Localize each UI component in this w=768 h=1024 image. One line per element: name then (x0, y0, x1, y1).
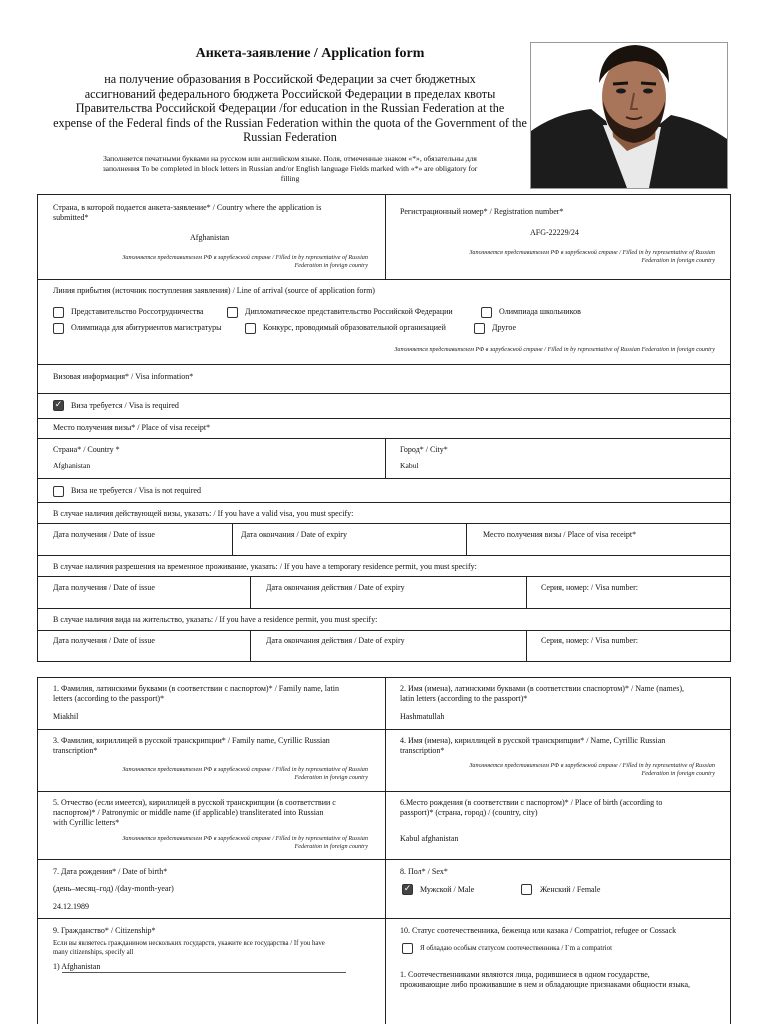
option-school-olympiad-label: Олимпиада школьников (499, 307, 581, 316)
column-divider (232, 523, 233, 555)
divider (37, 630, 731, 631)
option-diplomatic-checkbox[interactable] (227, 307, 238, 318)
column-divider (526, 576, 527, 608)
citizenship-value[interactable]: 1) Afghanistan (53, 962, 101, 971)
dob-label: 7. Дата рождения* / Date of birth* (53, 867, 168, 876)
visa-date-expiry-label: Дата окончания / Date of expiry (241, 530, 347, 539)
residence-date-issue-label: Дата получения / Date of issue (53, 636, 155, 645)
column-divider (466, 523, 467, 555)
sex-label: 8. Пол* / Sex* (400, 867, 448, 876)
divider (37, 502, 731, 503)
divider (37, 478, 731, 479)
visa-place-label: Место получения визы* / Place of visa receipt* (53, 423, 211, 432)
given-name-label: 2. Имя (имена), латинскими буквами (в соответствии спаспортом)* / Name (names), latin letters (according to the passport)* (400, 684, 685, 703)
citizenship-note: Если вы являетесь гражданином нескольких государств, укажите все государства / If you have many citizenships, specify all (53, 940, 325, 956)
visa-date-issue-label: Дата получения / Date of issue (53, 530, 155, 539)
country-submitted-value[interactable]: Afghanistan (190, 233, 230, 242)
sex-male-label: Мужской / Male (420, 885, 475, 894)
residence-number-label: Серия, номер: / Visa number: (541, 636, 638, 645)
given-name-value[interactable]: Hashmatullah (400, 712, 445, 721)
family-name-value[interactable]: Miakhil (53, 712, 79, 721)
citizenship-label: 9. Гражданство* / Citizenship* (53, 926, 156, 935)
country-submitted-label: Страна, в которой подается анкета-заявление* / Country where the application is submitted* (53, 203, 322, 222)
divider (37, 393, 731, 394)
divider (37, 523, 731, 524)
divider (37, 555, 731, 556)
divider (37, 576, 731, 577)
dob-format: (день–месяц–год) /(day-month-year) (53, 884, 174, 893)
column-divider (250, 630, 251, 662)
compatriot-label: 10. Статус соотечественника, беженца или казака / Compatriot, refugee or Cossack (400, 926, 677, 935)
family-name-cyrillic-label: 3. Фамилия, кириллицей в русской транскрипции* / Family name, Cyrillic Russian transcription* (53, 736, 330, 755)
column-divider (385, 438, 386, 478)
compatriot-checkbox[interactable] (402, 943, 413, 954)
divider (37, 608, 731, 609)
column-divider (526, 630, 527, 662)
representative-note: Заполняется представителем РФ в зарубежной стране / Filled in by representative of Russian Federation in foreign country (469, 249, 715, 264)
applicant-photo (530, 42, 728, 189)
option-rossotrudnichestvo-label: Представительство Россотрудничества (71, 307, 204, 316)
divider (37, 279, 731, 280)
dob-value[interactable]: 24.12.1989 (53, 902, 89, 911)
option-other-checkbox[interactable] (474, 323, 485, 334)
form-subtitle: на получение образования в Российской Федерации за счет бюджетных ассигнований федерального бюджета Российской Федерации в пределах квоты Правительства Российской Федерации /for education in the Russian Federation at the expense of the Federal finds of the Russian Federation within the quota of the Government of the Russian Federation (53, 72, 527, 145)
visa-not-required-label: Виза не требуется / Visa is not required (71, 486, 201, 495)
visa-city-label: Город* / City* (400, 445, 448, 454)
option-school-olympiad-checkbox[interactable] (481, 307, 492, 318)
patronymic-label: 5. Отчество (если имеется), кириллицей в русской транскрипции (в соответствии с паспортом)* / Patronymic or middle name (if applicable) transliterated into Russian with Cyrillic letters* (53, 798, 336, 827)
option-masters-olympiad-label: Олимпиада для абитуриентов магистратуры (71, 323, 222, 332)
representative-note: Заполняется представителем РФ в зарубежной стране / Filled in by representative of Russian Federation in foreign country (469, 762, 715, 777)
representative-note: Заполняется представителем РФ в зарубежной стране / Filled in by representative of Russian Federation in foreign country (122, 766, 368, 781)
temp-permit-label: В случае наличия разрешения на временное проживание, указать: / If you have a temporary residence permit, you must specify: (53, 562, 477, 571)
form-instructions: Заполняется печатными буквами на русском или английском языке. Поля, отмеченные знаком «*», обязательны для заполнения To be completed in block letters in Russian and/or English language Fields marked with «*» are obligatory for filling (102, 154, 478, 183)
birthplace-value[interactable]: Kabul afghanistan (400, 834, 459, 843)
divider (37, 729, 731, 730)
representative-note: Заполняется представителем РФ в зарубежной стране / Filled in by representative of Russian Federation in foreign country (394, 346, 715, 353)
representative-note: Заполняется представителем РФ в зарубежной стране / Filled in by representative of Russian Federation in foreign country (122, 254, 368, 269)
family-name-label: 1. Фамилия, латинскими буквами (в соответствии с паспортом)* / Family name, latin letters (according to the passport)* (53, 684, 339, 703)
option-contest-label: Конкурс, проводимый образовательной организацией (263, 323, 446, 332)
option-masters-olympiad-checkbox[interactable] (53, 323, 64, 334)
sex-male-checkbox[interactable]: ✓ (403, 884, 412, 894)
visa-info-label: Визовая информация* / Visa information* (53, 372, 194, 381)
divider (37, 918, 731, 919)
residence-date-expiry-label: Дата окончания действия / Date of expiry (266, 636, 405, 645)
form-title: Анкета-заявление / Application form (195, 46, 425, 61)
representative-note: Заполняется представителем РФ в зарубежной стране / Filled in by representative of Russian Federation in foreign country (122, 835, 368, 850)
divider (37, 418, 731, 419)
citizenship-underline (62, 972, 346, 973)
option-rossotrudnichestvo-checkbox[interactable] (53, 307, 64, 318)
compatriot-option-label: Я обладаю особым статусом соотечественника / I`m a compatriot (420, 944, 613, 952)
registration-number-label: Регистрационный номер* / Registration number* (400, 207, 564, 216)
temp-permit-date-expiry-label: Дата окончания действия / Date of expiry (266, 583, 405, 592)
visa-country-value[interactable]: Afghanistan (53, 461, 91, 470)
visa-country-label: Страна* / Country * (53, 445, 120, 454)
option-diplomatic-label: Дипломатическое представительство Российской Федерации (245, 307, 453, 316)
residence-permit-label: В случае наличия вида на жительство, указать: / If you have a residence permit, you must specify: (53, 615, 378, 624)
valid-visa-label: В случае наличия действующей визы, указать: / If you have a valid visa, you must specify: (53, 509, 354, 518)
visa-required-checkbox[interactable]: ✓ (54, 400, 63, 410)
visa-required-label: Виза требуется / Visa is required (71, 401, 179, 410)
visa-not-required-checkbox[interactable] (53, 486, 64, 497)
divider (37, 364, 731, 365)
column-divider (385, 194, 386, 279)
line-of-arrival-label: Линия прибытия (источник поступления заявления) / Line of arrival (source of application form) (53, 286, 375, 295)
temp-permit-date-issue-label: Дата получения / Date of issue (53, 583, 155, 592)
option-other-label: Другое (492, 323, 517, 332)
registration-number-value[interactable]: AFG-22229/24 (530, 228, 579, 237)
compatriot-definition: 1. Соотечественниками являются лица, родившиеся в одном государстве, проживающие либо проживавшие в нем и обладающие признаками общности языка, (400, 970, 691, 989)
sex-female-checkbox[interactable] (521, 884, 532, 895)
visa-receipt-place-label: Место получения визы / Place of visa receipt* (483, 530, 637, 539)
sex-female-label: Женский / Female (540, 885, 601, 894)
birthplace-label: 6.Место рождения (в соответствии с паспортом)* / Place of birth (according to passport)* (страна, город) / (country, city) (400, 798, 663, 817)
option-contest-checkbox[interactable] (245, 323, 256, 334)
visa-city-value[interactable]: Kabul (400, 461, 419, 470)
temp-permit-number-label: Серия, номер: / Visa number: (541, 583, 638, 592)
given-name-cyrillic-label: 4. Имя (имена), кириллицей в русской транскрипции* / Name, Cyrillic Russian transcription* (400, 736, 666, 755)
divider (37, 791, 731, 792)
column-divider (250, 576, 251, 608)
divider (37, 859, 731, 860)
divider (37, 438, 731, 439)
